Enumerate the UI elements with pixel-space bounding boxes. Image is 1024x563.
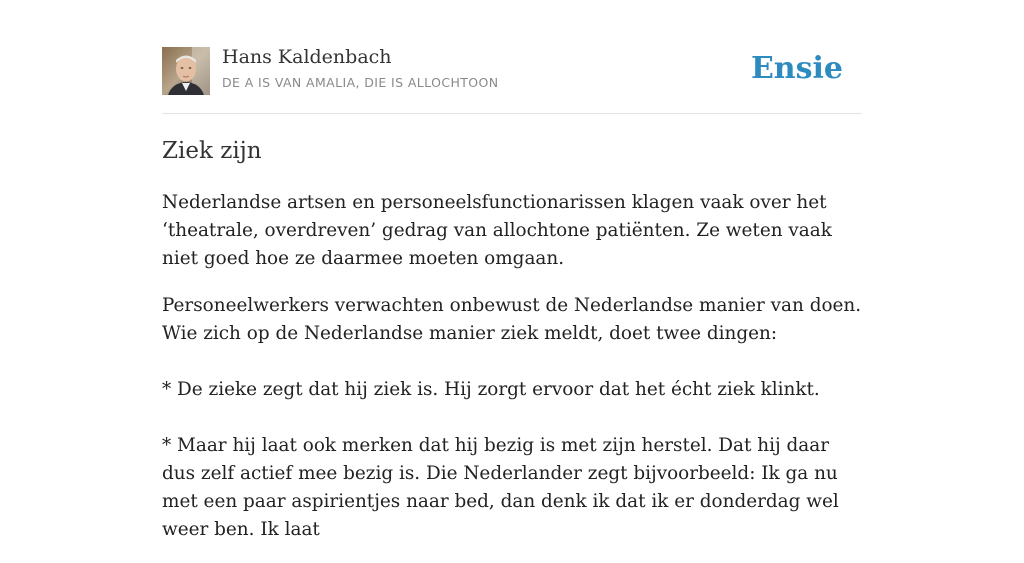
article-paragraph: Nederlandse artsen en personeelsfunctionarissen klagen vaak over het ‘theatrale, overdreven’ gedrag van allochtone patiënten. Ze weten vaak niet goed hoe ze daarmee moeten omgaan. bbox=[162, 192, 832, 269]
avatar-photo-icon bbox=[162, 47, 210, 95]
author-header bbox=[162, 0, 862, 114]
ensie-logo[interactable]: Ensie bbox=[750, 51, 843, 86]
page bbox=[162, 0, 862, 540]
author-name[interactable]: Hans Kaldenbach bbox=[222, 46, 392, 68]
article-title: Ziek zijn bbox=[162, 138, 262, 164]
article-paragraph: Personeelwerkers verwachten onbewust de Nederlandse manier van doen. Wie zich op de Nederlandse manier ziek meldt, doet twee dingen: * De zieke zegt dat hij ziek is. Hij zorgt ervoor dat het écht ziek klinkt. * Maar hij laat ook merken dat hij bezig is met zijn herstel. Dat hij daar dus zelf actief mee bezig is. Die Nederlander zegt bijvoorbeeld: Ik ga nu met een paar aspirientjes naar bed, dan denk ik dat ik er donderdag wel weer ben. Ik laat bbox=[162, 295, 862, 540]
author-tagline: DE A IS VAN AMALIA, DIE IS ALLOCHTOON bbox=[222, 75, 499, 90]
article-body bbox=[162, 189, 867, 563]
author-avatar[interactable] bbox=[162, 47, 210, 95]
